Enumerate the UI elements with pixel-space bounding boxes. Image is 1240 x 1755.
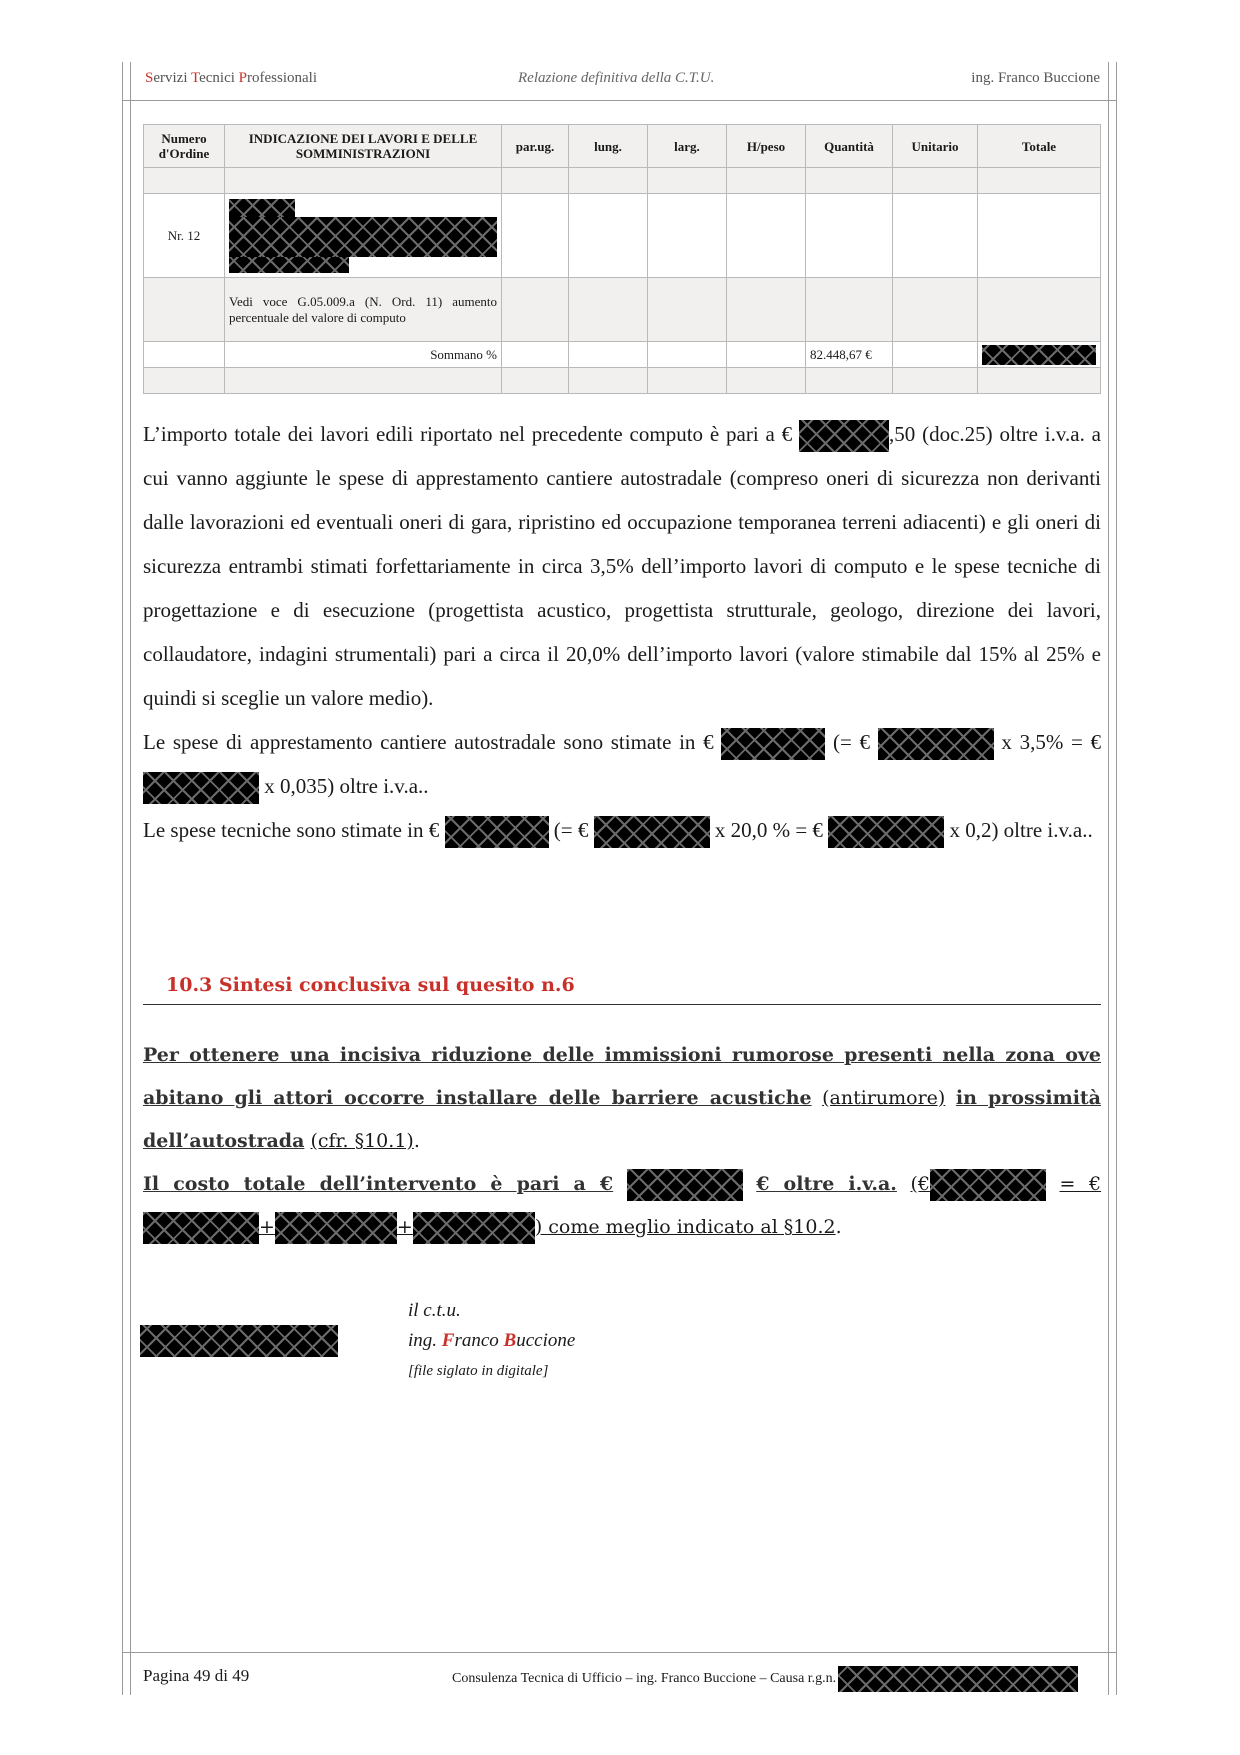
col-totale: Totale (978, 125, 1101, 168)
frame-left-outer (122, 62, 123, 1695)
paragraph-importo: L’importo totale dei lavori edili riportato nel precedente computo è pari a € ,50 (doc.25) oltre i.v.a. a cui vanno aggiunte le spese di apprestamento cantiere autostradale (compreso oneri di sicurezza non derivanti dalle lavorazioni ed eventuali oneri di gara, ripristino ed occupazione temporanea terreni adiacenti) e gli oneri di sicurezza entrambi stimati forfettariamente in circa 3,5% dell’importo lavori di computo e le spese tecniche di progettazione e di esecuzione (progettista acustico, progettista strutturale, geologo, direzione dei lavori, collaudatore, indagini strumentali) pari a circa il 20,0% dell’importo lavori (valore stimabile dal 15% al 25% e quindi si sceglie un valore medio). (143, 422, 1101, 710)
redaction-block (143, 1212, 259, 1244)
col-quantita: Quantità (806, 125, 893, 168)
frame-left-inner (130, 62, 131, 1695)
computo-table (143, 124, 1101, 394)
col-hpeso: H/peso (727, 125, 806, 168)
frame-right-inner (1108, 62, 1109, 1695)
table-row (144, 278, 1101, 342)
redaction-block (982, 345, 1096, 365)
signature-role: il c.t.u. (408, 1300, 461, 1321)
conclusion-paragraph-1: Per ottenere una incisiva riduzione delle immissioni rumorose presenti nella zona ove abitano gli attori occorre installare delle barriere acustiche (antirumore) in prossimità dell’autostrada (cfr. §10.1). (143, 1044, 1101, 1152)
sommano-label: Sommano % (225, 342, 502, 368)
footer-rule (122, 1652, 1117, 1653)
col-numero: Numero d'Ordine (144, 125, 225, 168)
body-text (143, 412, 1101, 852)
redaction-block (627, 1169, 743, 1201)
section-title: 10.3 Sintesi conclusiva sul quesito n.6 (166, 974, 575, 996)
signature-note: [file siglato in digitale] (408, 1363, 549, 1379)
header-author: ing. Franco Buccione (971, 70, 1100, 86)
conclusion-paragraph-2: Il costo totale dell’intervento è pari a € € oltre i.v.a. (€ = € + + ) come meglio indicato al §10.2. (143, 1163, 1101, 1249)
table-row (144, 194, 1101, 278)
redaction-block (878, 728, 994, 760)
paragraph-spese-tecniche: Le spese tecniche sono stimate in € (= € x 20,0 % = € x 0,2) oltre i.v.a.. (143, 808, 1101, 852)
table-row-sommano (144, 342, 1101, 368)
table-row (144, 368, 1101, 394)
signature-name: ing. Franco Buccione (408, 1330, 576, 1351)
header-rule (122, 100, 1117, 101)
table-header-row (144, 125, 1101, 168)
table-row (144, 168, 1101, 194)
redaction-block (445, 816, 549, 848)
header-left: Servizi Tecnici Professionali (145, 70, 317, 86)
redaction-block (721, 728, 825, 760)
header-title: Relazione definitiva della C.T.U. (518, 70, 715, 86)
footer-text: Consulenza Tecnica di Ufficio – ing. Franco Buccione – Causa r.g.n. (452, 1666, 1078, 1692)
redaction-block (413, 1212, 535, 1244)
redaction-block (143, 772, 259, 804)
redaction-block (838, 1666, 1078, 1692)
col-parug: par.ug. (502, 125, 569, 168)
frame-right-outer (1116, 62, 1117, 1695)
redaction-block (229, 257, 349, 273)
section-rule (143, 1004, 1101, 1005)
col-larg: larg. (648, 125, 727, 168)
redaction-block (229, 217, 497, 257)
redacted-description (225, 194, 502, 278)
row-description: Vedi voce G.05.009.a (N. Ord. 11) aumento percentuale del valore di computo (225, 278, 502, 342)
redaction-block (930, 1169, 1046, 1201)
signature-block (408, 1296, 575, 1386)
page-number: Pagina 49 di 49 (143, 1666, 250, 1685)
redaction-block (799, 420, 889, 452)
conclusion-text (143, 1034, 1101, 1249)
col-unitario: Unitario (893, 125, 978, 168)
redaction-block (275, 1212, 397, 1244)
redaction-block (229, 199, 295, 217)
col-lung: lung. (569, 125, 648, 168)
col-indicazione: INDICAZIONE DEI LAVORI E DELLE SOMMINISTRAZIONI (225, 125, 502, 168)
redaction-block (594, 816, 710, 848)
redaction-block (828, 816, 944, 848)
paragraph-apprestamento: Le spese di apprestamento cantiere autostradale sono stimate in € (= € x 3,5% = € x 0,035) oltre i.v.a.. (143, 720, 1101, 808)
row-number: Nr. 12 (144, 194, 225, 278)
quantita-value: 82.448,67 € (806, 342, 893, 368)
redacted-place-date (140, 1325, 338, 1357)
redacted-total (978, 342, 1101, 368)
